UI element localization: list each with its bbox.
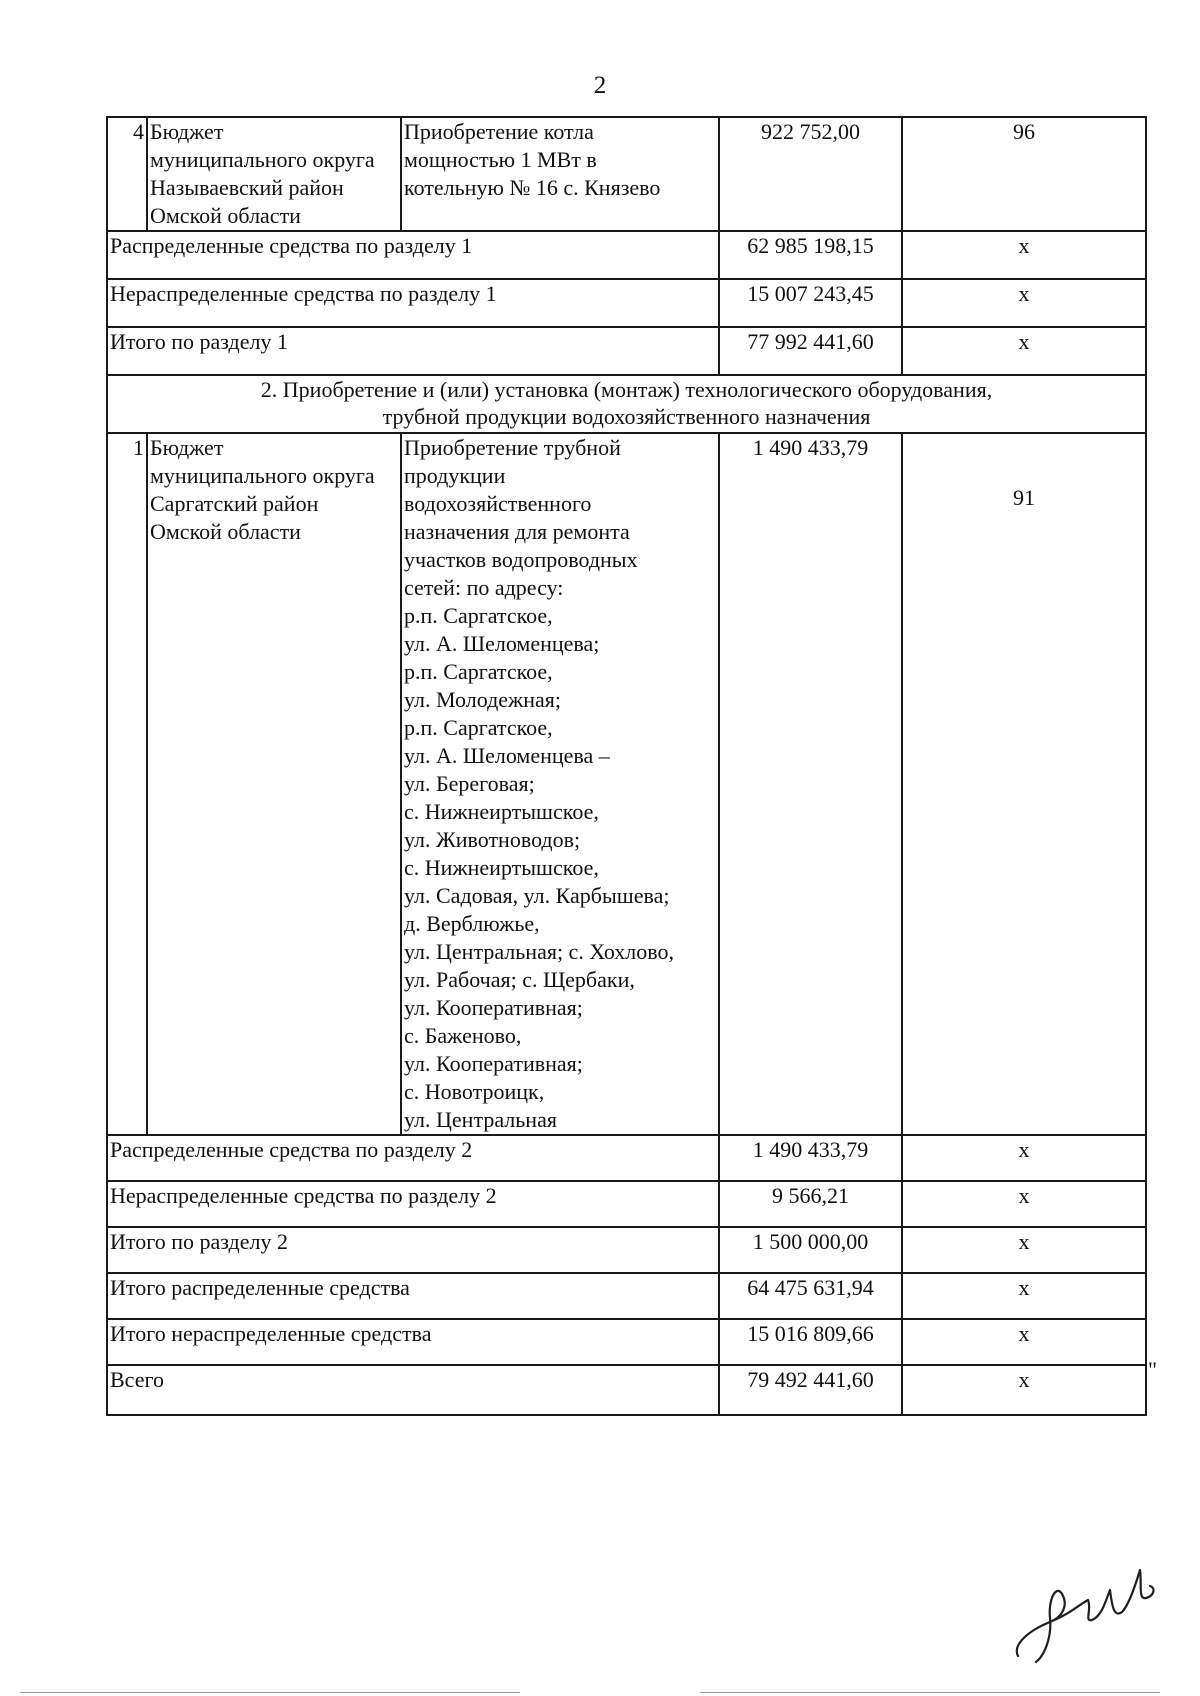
signature-icon [1010,1560,1160,1670]
recipient-line: муниципального округа [150,147,375,172]
recipient-cell [147,117,401,231]
table-row-2-1 [107,433,1146,1135]
purpose-line: котельную № 16 с. Князево [404,175,661,200]
summary-amount: 77 992 441,60 [719,327,902,375]
summary-label: Всего [107,1365,719,1415]
summary-label: Распределенные средства по разделу 2 [107,1135,719,1181]
purpose-line: мощностью 1 МВт в [404,147,597,172]
summary-row [107,1273,1146,1319]
summary-amount: 62 985 198,15 [719,231,902,279]
purpose-line: водохозяйственного [404,491,592,516]
summary-mark: x [902,327,1146,375]
closing-quote: " [1148,1357,1157,1382]
purpose-line: ул. Животноводов; [404,827,581,852]
purpose-line: р.п. Саргатское, [404,603,553,628]
summary-amount: 1 500 000,00 [719,1227,902,1273]
summary-mark: x [902,231,1146,279]
purpose-line: Приобретение котла [404,119,594,144]
summary-mark: x [902,1135,1146,1181]
recipient-line: Саргатский район [150,491,319,516]
summary-row [107,1319,1146,1365]
purpose-line: ул. Кооперативная; [404,1051,583,1076]
summary-amount: 15 016 809,66 [719,1319,902,1365]
summary-row [107,279,1146,327]
summary-row [107,1181,1146,1227]
purpose-line: с. Баженово, [404,1023,522,1048]
purpose-line: ул. Молодежная; [404,687,562,712]
section-header-row [107,375,1146,433]
purpose-line: продукции [404,463,506,488]
summary-label: Итого по разделу 1 [107,327,719,375]
summary-label: Итого нераспределенные средства [107,1319,719,1365]
recipient-cell [147,433,401,1135]
summary-row [107,231,1146,279]
purpose-line: ул. А. Шеломенцева; [404,631,600,656]
purpose-line: участков водопроводных [404,547,638,572]
purpose-line: с. Нижнеиртышское, [404,799,599,824]
summary-label: Итого по разделу 2 [107,1227,719,1273]
purpose-line: Приобретение трубной [404,435,621,460]
recipient-line: Бюджет [150,119,224,144]
purpose-line: р.п. Саргатское, [404,715,553,740]
summary-label: Нераспределенные средства по разделу 1 [107,279,719,327]
purpose-line: назначения для ремонта [404,519,630,544]
purpose-line: р.п. Саргатское, [404,659,553,684]
purpose-line: сетей: по адресу: [404,575,564,600]
summary-row [107,327,1146,375]
purpose-line: ул. Кооперативная; [404,995,583,1020]
recipient-line: Омской области [150,519,301,544]
summary-label: Нераспределенные средства по разделу 2 [107,1181,719,1227]
summary-mark: x [902,1227,1146,1273]
index-cell: 91 [902,433,1146,1135]
purpose-line: ул. Центральная [404,1107,557,1132]
purpose-line: ул. Береговая; [404,771,535,796]
amount-cell: 1 490 433,79 [719,433,902,1135]
summary-mark: x [902,1319,1146,1365]
row-number: 4 [107,117,147,231]
recipient-line: Бюджет [150,435,224,460]
section-header-line: 2. Приобретение и (или) установка (монтаж) технологического оборудования, [260,377,993,402]
purpose-line: д. Верблюжье, [404,911,540,936]
purpose-line: ул. А. Шеломенцева – [404,743,610,768]
budget-table [106,116,1147,1416]
index-cell: 96 [902,117,1146,231]
summary-amount: 1 490 433,79 [719,1135,902,1181]
summary-amount: 15 007 243,45 [719,279,902,327]
summary-mark: x [902,1365,1146,1415]
recipient-line: муниципального округа [150,463,375,488]
summary-mark: x [902,279,1146,327]
summary-row [107,1365,1146,1415]
purpose-line: с. Новотроицк, [404,1079,545,1104]
bottom-rule [20,1692,520,1693]
section-header-line: трубной продукции водохозяйственного назначения [382,404,871,429]
row-number: 1 [107,433,147,1135]
summary-amount: 79 492 441,60 [719,1365,902,1415]
summary-mark: x [902,1181,1146,1227]
purpose-line: ул. Рабочая; с. Щербаки, [404,967,635,992]
amount-cell: 922 752,00 [719,117,902,231]
summary-mark: x [902,1273,1146,1319]
purpose-line: с. Нижнеиртышское, [404,855,599,880]
purpose-line: ул. Садовая, ул. Карбышева; [404,883,670,908]
summary-amount: 64 475 631,94 [719,1273,902,1319]
purpose-line: ул. Центральная; с. Хохлово, [404,939,674,964]
summary-row [107,1227,1146,1273]
summary-label: Итого распределенные средства [107,1273,719,1319]
bottom-rule [700,1692,1160,1693]
recipient-line: Омской области [150,203,301,228]
summary-label: Распределенные средства по разделу 1 [107,231,719,279]
summary-amount: 9 566,21 [719,1181,902,1227]
page-number: 2 [593,72,607,99]
purpose-cell [401,433,719,1135]
table-row-4 [107,117,1146,231]
recipient-line: Называевский район [150,175,344,200]
section-2-header [107,375,1146,433]
summary-row [107,1135,1146,1181]
purpose-cell [401,117,719,231]
